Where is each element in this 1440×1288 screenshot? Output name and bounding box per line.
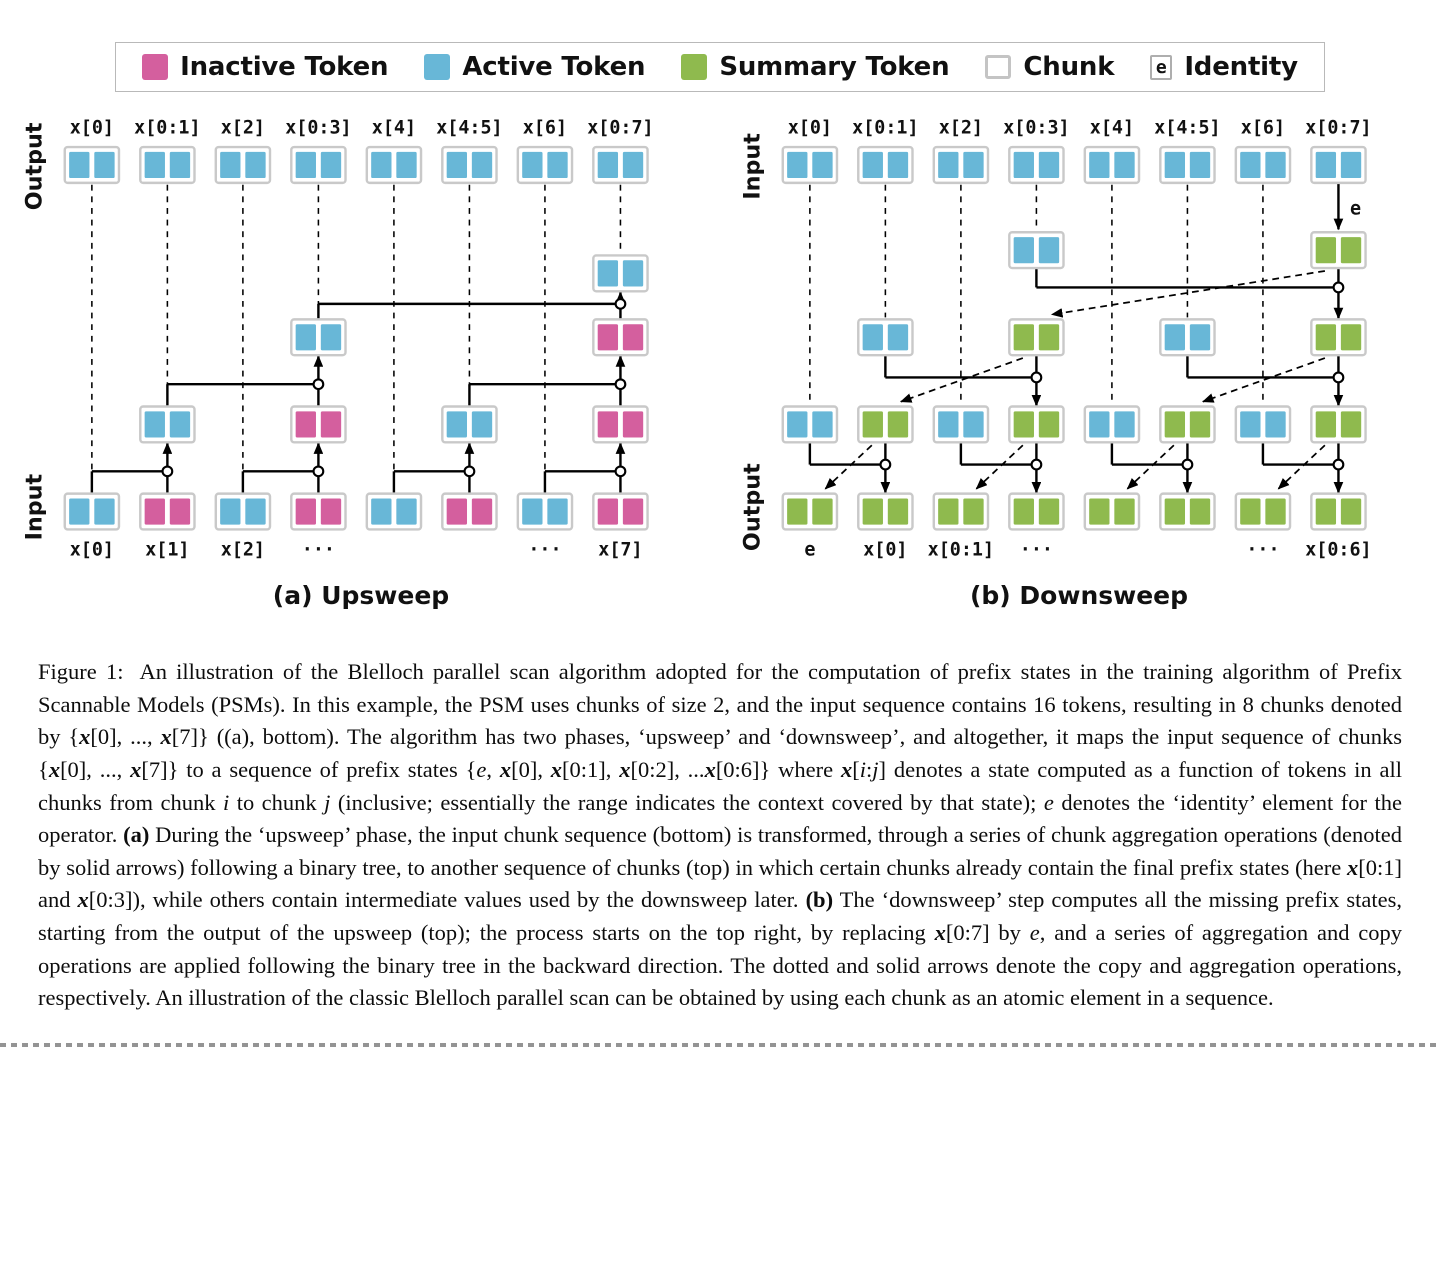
active-token — [1089, 411, 1109, 437]
chunk — [291, 406, 345, 442]
chunk-label-bottom: x[2] — [220, 539, 266, 561]
chunk — [1009, 319, 1063, 355]
chunk — [442, 147, 496, 183]
junction-dot — [465, 467, 475, 477]
junction-dot — [1334, 283, 1344, 293]
chunk — [518, 147, 572, 183]
active-token — [1265, 152, 1285, 178]
caption-run: x — [840, 756, 853, 782]
summary-token — [1316, 324, 1336, 350]
junction-dot — [1183, 460, 1193, 470]
summary-token — [1240, 498, 1260, 524]
caption-run: [0], ..., — [60, 756, 131, 782]
chunk — [593, 147, 647, 183]
chunk — [593, 406, 647, 442]
chunk — [1311, 147, 1365, 183]
summary-token — [888, 411, 908, 437]
chunk — [291, 494, 345, 530]
active-token — [245, 152, 265, 178]
active-token — [547, 152, 567, 178]
caption-run: i — [222, 789, 230, 815]
caption-run: x — [130, 756, 142, 782]
active-token — [145, 411, 165, 437]
active-token — [296, 152, 316, 178]
chunk — [367, 147, 421, 183]
diagram-title-upsweep: (a) Upsweep — [272, 581, 450, 610]
active-token — [623, 260, 643, 286]
cropped-text-artifact — [0, 1043, 1440, 1047]
caption-run: x — [619, 756, 631, 782]
junction-dot — [616, 467, 626, 477]
active-token — [94, 152, 114, 178]
inactive-token — [623, 324, 643, 350]
caption-run: [0:1] and — [38, 854, 1402, 913]
diagram-title-downsweep: (b) Downsweep — [969, 581, 1189, 610]
summary-token — [963, 498, 983, 524]
caption-run: x — [77, 887, 89, 913]
figure-caption — [38, 656, 1402, 1015]
chunk-label-top: x[6] — [522, 118, 568, 139]
caption-run: e — [476, 756, 487, 782]
inactive-token — [472, 498, 492, 524]
active-token — [170, 411, 190, 437]
legend-item-identity — [1150, 52, 1298, 82]
summary-token — [938, 498, 958, 524]
active-token — [1265, 411, 1285, 437]
inactive-token — [296, 498, 316, 524]
caption-run: to chunk — [229, 789, 325, 815]
junction-dot — [1032, 373, 1042, 383]
caption-run: denotes the ‘identity’ element for the operator. — [38, 789, 1402, 848]
chunk-label-top: x[0] — [69, 118, 115, 139]
copy-arrow — [825, 445, 871, 489]
active-token — [220, 152, 240, 178]
caption-run: i — [859, 756, 866, 782]
caption-run: x — [499, 756, 512, 782]
caption-run: x — [48, 756, 61, 782]
chunk — [783, 406, 837, 442]
summary-token — [1190, 498, 1210, 524]
summary-token — [1165, 411, 1185, 437]
chunk — [442, 494, 496, 530]
junction-dot — [616, 299, 626, 309]
inactive-token — [170, 498, 190, 524]
summary-token — [1316, 237, 1336, 263]
active-token — [547, 498, 567, 524]
caption-run: [0:1], — [562, 756, 620, 782]
active-token — [220, 498, 240, 524]
chunk-label-bottom: x[1] — [145, 539, 190, 561]
legend-item-active-token — [424, 52, 645, 82]
chunk — [593, 494, 647, 530]
inactive-token — [145, 498, 165, 524]
chunk-label-bottom: ··· — [528, 539, 562, 561]
active-token — [938, 152, 958, 178]
legend-item-inactive-token — [142, 52, 388, 82]
chunk — [934, 147, 988, 183]
caption-run: x — [934, 920, 946, 945]
chunk — [1311, 494, 1365, 530]
chunk — [65, 147, 119, 183]
caption-run: , — [486, 756, 500, 782]
chunk — [216, 147, 270, 183]
active-token — [1014, 237, 1034, 263]
active-token — [888, 152, 908, 178]
legend-label: Identity — [1184, 52, 1298, 82]
chunk — [1160, 494, 1214, 530]
legend — [115, 42, 1325, 92]
chunk-label-bottom: ··· — [301, 539, 336, 561]
summary-token — [1014, 498, 1034, 524]
caption-run: x — [79, 724, 91, 750]
active-token — [1114, 152, 1134, 178]
active-token — [94, 498, 114, 524]
chunk-label-bottom: ··· — [1246, 539, 1280, 561]
junction-dot — [1334, 460, 1344, 470]
legend-label: Active Token — [462, 52, 646, 82]
chunk-label-top: x[0] — [787, 118, 833, 139]
chunk — [291, 319, 345, 355]
chunk — [858, 319, 912, 355]
chunk — [1236, 494, 1290, 530]
caption-run: ] denotes a state computed as a function of tokens in all chunks from chunk — [38, 756, 1402, 815]
active-token-swatch-icon — [424, 54, 450, 80]
chunk-label-bottom: x[7] — [598, 539, 643, 561]
active-token — [1190, 324, 1210, 350]
chunk-label-top: x[2] — [938, 118, 984, 139]
chunk — [1311, 406, 1365, 442]
summary-token — [1014, 411, 1034, 437]
active-token — [245, 498, 265, 524]
caption-run: [0:2], ... — [630, 756, 705, 782]
caption-run: , and a series of aggregation and copy operations are applied following the binary tree in the backward direction. The dotted and solid arrows denote the copy and aggregation operations, respectively. An illustration of the classic Blelloch parallel scan can be obtained by using each chunk as an atomic element in a sequence. — [38, 920, 1403, 1011]
active-token — [963, 152, 983, 178]
chunk — [1160, 147, 1214, 183]
caption-run: The ‘downsweep’ step computes all the missing prefix states, starting from the output of the upsweep (top); the process starts on the top right, by replacing — [38, 887, 1402, 945]
active-token — [145, 152, 165, 178]
chunk-label-top: x[0:7] — [1305, 118, 1372, 139]
chunk — [1160, 406, 1214, 442]
active-token — [1316, 152, 1336, 178]
active-token — [69, 152, 89, 178]
chunk — [1009, 232, 1063, 268]
active-token — [888, 324, 908, 350]
caption-run: x — [550, 756, 563, 782]
identity-label: e — [1350, 198, 1362, 220]
chunk-label-top: x[0:1] — [852, 118, 919, 139]
chunk — [1236, 406, 1290, 442]
active-token — [396, 152, 416, 178]
active-token — [396, 498, 416, 524]
active-token — [522, 498, 542, 524]
summary-token — [1165, 498, 1185, 524]
inactive-token — [598, 498, 618, 524]
caption-run: x — [704, 756, 716, 782]
copy-arrow — [901, 358, 1023, 402]
chunk — [1009, 147, 1063, 183]
active-token — [1190, 152, 1210, 178]
chunk-label-top: x[4:5] — [1154, 118, 1221, 139]
legend-row — [0, 42, 1440, 92]
copy-arrow — [1203, 358, 1325, 402]
chunk — [1009, 494, 1063, 530]
caption-run: j — [872, 756, 879, 782]
active-token — [1240, 152, 1260, 178]
chunk-label-top: x[4:5] — [436, 118, 503, 139]
chunk-label-top: x[0:1] — [134, 118, 201, 139]
summary-token — [1190, 411, 1210, 437]
legend-label: Summary Token — [719, 52, 950, 82]
caption-run: An illustration of the Blelloch parallel scan algorithm adopted for the computation of prefix states in the training algorithm of Prefix Scannable Models (PSMs). In this example, the PSM uses chunks of size 2, and the input sequence contains 16 tokens, resulting in 8 chunks denoted by { — [38, 659, 1402, 750]
chunk-label-bottom: x[0:1] — [927, 539, 995, 561]
chunk — [858, 406, 912, 442]
caption-run: [7]} to a sequence of prefix states { — [141, 756, 477, 782]
active-token — [472, 411, 492, 437]
summary-token — [1265, 498, 1285, 524]
chunk-label-bottom: x[0:6] — [1305, 539, 1372, 561]
chunk-label-top: x[2] — [220, 118, 266, 139]
downsweep-diagram — [740, 118, 1418, 573]
caption-run: During the ‘upsweep’ phase, the input chunk sequence (bottom) is transformed, through a series of chunk aggregation operations (denoted by solid arrows) following a binary tree, to another sequence of chunks (top) in which certain chunks already contain the final prefix states (here — [38, 822, 1402, 880]
chunk — [140, 147, 194, 183]
active-token — [447, 411, 467, 437]
chunk — [858, 147, 912, 183]
active-token — [938, 411, 958, 437]
chunk — [1085, 494, 1139, 530]
chunk-label-top: x[0:7] — [587, 118, 654, 139]
chunk-label-top: x[4] — [371, 118, 417, 139]
summary-token — [1114, 498, 1134, 524]
active-token — [787, 152, 807, 178]
chunk-label-top: x[0:3] — [285, 118, 352, 139]
caption-run: (inclusive; essentially the range indicates the context covered by that state); — [330, 789, 1044, 815]
inactive-token-swatch-icon — [142, 54, 168, 80]
junction-dot — [163, 467, 173, 477]
summary-token — [1039, 498, 1059, 524]
caption-run: [0:3]), while others contain intermediate values used by the downsweep later. — [88, 887, 806, 913]
summary-token — [863, 498, 883, 524]
active-token — [963, 411, 983, 437]
active-token — [1039, 152, 1059, 178]
chunk-label-top: x[0:3] — [1003, 118, 1070, 139]
summary-token — [1039, 324, 1059, 350]
chunk — [140, 406, 194, 442]
summary-token — [1316, 411, 1336, 437]
caption-run: x — [160, 724, 172, 750]
chunk — [216, 494, 270, 530]
active-token — [447, 152, 467, 178]
summary-token — [1341, 498, 1361, 524]
caption-run: [ — [852, 756, 860, 782]
inactive-token — [623, 411, 643, 437]
active-token — [321, 152, 341, 178]
junction-dot — [314, 379, 324, 389]
active-token — [863, 324, 883, 350]
chunk-label-bottom: ··· — [1019, 539, 1054, 561]
active-token — [812, 152, 832, 178]
chunk — [140, 494, 194, 530]
axis-label-top: Output — [22, 122, 48, 211]
chunk — [858, 494, 912, 530]
junction-dot — [314, 467, 324, 477]
summary-token — [812, 498, 832, 524]
copy-arrow — [1127, 445, 1173, 489]
active-token — [371, 498, 391, 524]
active-token — [598, 260, 618, 286]
chunk — [65, 494, 119, 530]
legend-label: Chunk — [1023, 52, 1115, 82]
summary-token — [1089, 498, 1109, 524]
caption-run: [0], — [511, 756, 551, 782]
active-token — [371, 152, 391, 178]
caption-run: [7]} ((a), bottom). The algorithm has two phases, ‘upsweep’ and ‘downsweep’, and altogether, it maps the input sequence of chunks { — [38, 724, 1402, 782]
active-token — [170, 152, 190, 178]
active-token — [863, 152, 883, 178]
inactive-token — [296, 411, 316, 437]
summary-token — [888, 498, 908, 524]
summary-token — [1039, 411, 1059, 437]
summary-token — [1341, 237, 1361, 263]
active-token — [812, 411, 832, 437]
figure-label: Figure 1: — [38, 659, 124, 684]
caption-run: (a) — [123, 822, 150, 848]
upsweep-diagram — [22, 118, 700, 573]
chunk — [367, 494, 421, 530]
inactive-token — [623, 498, 643, 524]
active-token — [1114, 411, 1134, 437]
active-token — [472, 152, 492, 178]
active-token — [69, 498, 89, 524]
active-token — [1014, 152, 1034, 178]
inactive-token — [598, 411, 618, 437]
diagram-upsweep — [22, 118, 700, 610]
caption-run: (b) — [805, 887, 834, 913]
chunk-label-bottom: e — [804, 539, 816, 561]
chunk — [442, 406, 496, 442]
caption-run: x — [1347, 854, 1359, 880]
chunk — [934, 406, 988, 442]
chunk-label-top: x[4] — [1089, 118, 1135, 139]
inactive-token — [321, 498, 341, 524]
chunk-label-bottom: x[0] — [863, 539, 908, 561]
axis-label-bottom: Output — [740, 463, 766, 552]
chunk — [1085, 147, 1139, 183]
active-token — [1240, 411, 1260, 437]
legend-item-summary-token — [681, 52, 949, 82]
summary-token — [1341, 324, 1361, 350]
active-token — [1089, 152, 1109, 178]
axis-label-top: Input — [740, 133, 766, 200]
chunk-label-bottom: x[0] — [69, 539, 115, 561]
chunk — [783, 147, 837, 183]
chunk-swatch — [985, 55, 1011, 79]
identity-swatch: e — [1150, 55, 1172, 80]
chunk — [1160, 319, 1214, 355]
active-token — [321, 324, 341, 350]
active-token — [787, 411, 807, 437]
inactive-token — [598, 324, 618, 350]
chunk — [593, 319, 647, 355]
chunk — [593, 255, 647, 291]
summary-token — [1341, 411, 1361, 437]
caption-run: e — [1043, 789, 1054, 815]
chunk — [783, 494, 837, 530]
active-token — [623, 152, 643, 178]
inactive-token — [447, 498, 467, 524]
active-token — [1039, 237, 1059, 263]
active-token — [598, 152, 618, 178]
summary-token — [1014, 324, 1034, 350]
inactive-token — [321, 411, 341, 437]
diagram-downsweep — [740, 118, 1418, 610]
copy-arrow — [1278, 445, 1324, 489]
active-token — [1165, 324, 1185, 350]
summary-token-swatch-icon — [681, 54, 707, 80]
active-token — [296, 324, 316, 350]
chunk-label-top: x[6] — [1240, 118, 1286, 139]
summary-token — [1316, 498, 1336, 524]
copy-arrow — [1052, 271, 1325, 315]
legend-item-chunk — [985, 52, 1114, 82]
chunk — [1236, 147, 1290, 183]
caption-run: [0:7] by — [945, 920, 1030, 945]
caption-run: e — [1029, 920, 1040, 945]
junction-dot — [616, 379, 626, 389]
chunk — [934, 494, 988, 530]
chunk — [291, 147, 345, 183]
caption-run: [0:6]} where — [715, 756, 841, 782]
junction-dot — [881, 460, 891, 470]
junction-dot — [1334, 373, 1344, 383]
caption-run: [0], ..., — [90, 724, 161, 750]
summary-token — [787, 498, 807, 524]
caption-run: : — [866, 756, 873, 782]
chunk — [1311, 319, 1365, 355]
chunk — [518, 494, 572, 530]
copy-arrow — [976, 445, 1022, 489]
chunk — [1311, 232, 1365, 268]
summary-token — [863, 411, 883, 437]
axis-label-bottom: Input — [22, 473, 48, 541]
figure-row — [0, 118, 1440, 610]
chunk — [1085, 406, 1139, 442]
active-token — [1165, 152, 1185, 178]
legend-label: Inactive Token — [180, 52, 389, 82]
chunk — [1009, 406, 1063, 442]
active-token — [522, 152, 542, 178]
active-token — [1341, 152, 1361, 178]
caption-run: j — [324, 789, 331, 815]
junction-dot — [1032, 460, 1042, 470]
